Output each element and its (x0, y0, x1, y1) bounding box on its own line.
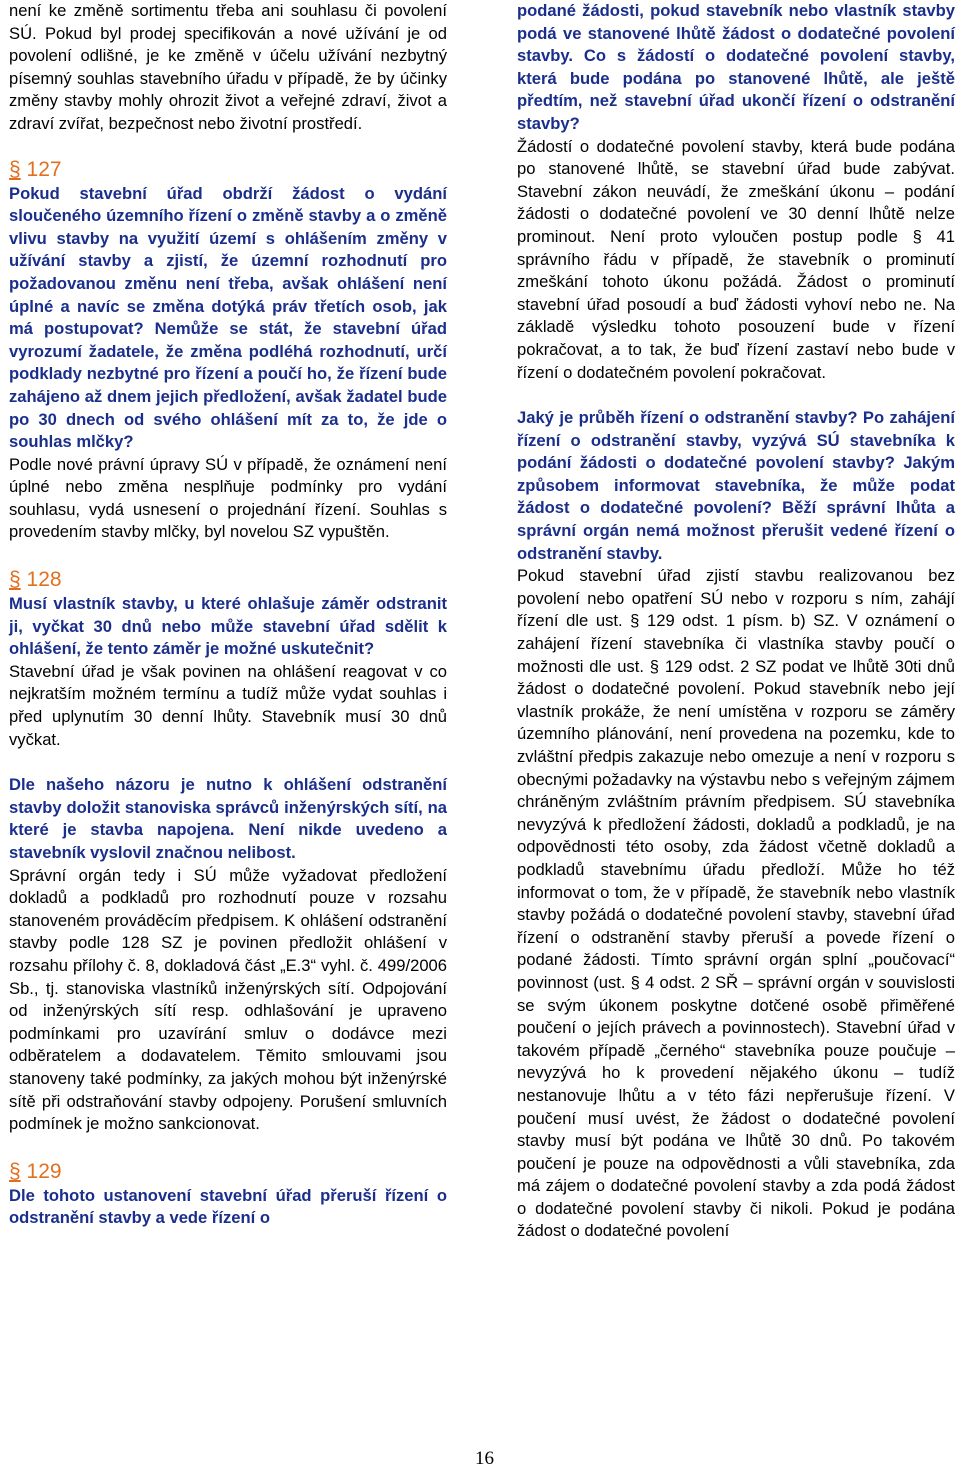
answer-129: Žádostí o dodatečné povolení stavby, která bude podána po stanovené lhůtě, se stavební úřad bude zabývat. Stavební zákon neuvádí, že zmeškání úkonu – podání žádosti o dodatečné povolení ve 30 denní lhůtě nelze prominout. Není proto vyloučen postup podle § 41 správního řádu v případě, že stavebník o prominutí zmeškání tohoto úkonu požádá. Žádost o prominutí stavební úřad posoudí a buď žádosti vyhoví nebo ne. Na základě výsledku tohoto posouzení bude v řízení pokračovat, a to tak, že buď řízení zastaví nebo bude v řízení o dodatečném povolení pokračovat. (517, 136, 955, 382)
question-text: Dle tohoto ustanovení stavební úřad přeruší řízení o odstranění stavby a vede řízení o (9, 1185, 447, 1228)
section-symbol: § (9, 1159, 21, 1183)
page-number: 16 (475, 1448, 494, 1469)
question-text: Musí vlastník stavby, u které ohlašuje záměr odstranit ji, vyčkat 30 dnů nebo může stavební úřad sdělit k ohlášení, že tento záměr je možné uskutečnit? (9, 594, 447, 659)
question-128 (9, 593, 447, 661)
question-text: Jaký je průběh řízení o odstranění stavby? Po zahájení řízení o odstranění stavby, vyzývá SÚ stavebníka k podání žádosti o dodatečné povolení stavby? Jakým způsobem informovat stavebníka, že může podat žádost o dodatečné povolení? Běží správní lhůta a správní orgán nemá možnost přerušit vedené řízení o odstranění stavby. (517, 408, 955, 563)
paragraph: není ke změně sortimentu třeba ani souhlasu či povolení SÚ. Pokud byl prodej specifikován a nové užívání je od povolení odlišné, je ke změně v účelu užívání nezbytný písemný souhlas stavebního úřadu v případě, že by účinky změny stavby mohly ohrozit život a veřejné zdraví, život a zdraví zvířat, bezpečnost nebo životní prostředí. (9, 1, 447, 133)
answer-128: Stavební úřad je však povinen na ohlášení reagovat v co nejkratším možném termínu a tudíž může vydat souhlas i před uplynutím 30 denní lhůty. Stavebník musí 30 dnů vyčkat. (9, 661, 447, 749)
section-number: 127 (26, 157, 62, 181)
section-symbol: § (9, 157, 21, 181)
answer-127: Podle nové právní úpravy SÚ v případě, že oznámení není úplné nebo změna nesplňuje podmínky pro vydání souhlasu, vydá usnesení o projednání řízení. Souhlas s provedením stavby mlčky, byl novelou SZ vypuštěn. (9, 454, 447, 542)
answer-128-2: Správní orgán tedy i SÚ může vyžadovat předložení dokladů a podkladů pro rozhodnutí pouze v rozsahu stanoveném prováděcím předpisem. K ohlášení odstranění stavby podle 128 SZ je povinen předložit ohlášení v rozsahu přílohy č. 8, dokladová část „E.3“ vyhl. č. 499/2006 Sb., tj. stanoviska vlastníků inženýrských sítí. Odpojování od inženýrských sítí resp. odhlašování je upraveno podmínkami pro uzavírání smluv o dodávce mezi odběratelem a dodavatelem. Těmito smlouvami jsou stanoveny také podmínky, za jakých mohou být inženýrské sítě při odstraňování stavby odpojeny. Porušení smluvních podmínek je možno sankcionovat. (9, 865, 447, 1134)
right-column (517, 0, 955, 1243)
left-column (9, 0, 447, 1230)
section-number: 129 (26, 1159, 62, 1183)
question-129-cont (517, 0, 955, 136)
question-text: Dle našeho názoru je nutno k ohlášení odstranění stavby doložit stanoviska správců inženýrských sítí, na které je stavba napojena. Není nikde uvedeno a stavebník vyslovil značnou nelibost. (9, 775, 447, 862)
section-symbol: § (9, 568, 21, 592)
section-129-heading (9, 1159, 447, 1185)
question-129-2 (517, 407, 955, 565)
question-text: Pokud stavební úřad obdrží žádost o vydání sloučeného územního řízení o změně stavby a o změně vlivu stavby na využití území s ohlášením změny v užívání stavby a zjistí, že územní rozhodnutí pro požadovanou změnu není třeba, avšak ohlášení není úplné a navíc se změna dotýká práv třetích osob, jak má postupovat? Nemůže se stát, že stavební úřad vyrozumí žadatele, že změna podléhá rozhodnutí, určí podklady nezbytné pro řízení a poučí ho, že řízení bude zahájeno až dnem jejich předložení, avšak žadatel bude po 30 dnech od svého ohlášení mít za to, že jde o souhlas mlčky? (9, 183, 447, 452)
section-number: 128 (26, 568, 62, 592)
question-text: podané žádosti, pokud stavebník nebo vlastník stavby podá ve stanovené lhůtě žádost o dodatečné povolení stavby. Co s žádostí o dodatečné povolení stavby, která bude podána po stanovené lhůtě, ale ještě předtím, než stavební úřad ukončí řízení o odstranění stavby? (517, 1, 955, 133)
section-128-heading (9, 567, 447, 593)
question-127 (9, 183, 447, 454)
answer-129-2: Pokud stavební úřad zjistí stavbu realizovanou bez povolení nebo opatření SÚ nebo v rozporu s ním, zahájí řízení dle ust. § 129 odst. 1 písm. b) SZ. V oznámení o zahájení řízení stavebníka či vlastníka stavby poučí o možnosti dle ust. § 129 odst. 2 SZ podat ve lhůtě 30ti dnů žádost o dodatečné povolení. Pokud stavebník nebo její vlastník prokáže, že není umístěna v rozporu se záměry územního plánování, není provedena na pozemku, kde to zvláštní předpis zakazuje nebo omezuje a není v rozporu s obecnými požadavky na výstavbu nebo s veřejným zájmem chráněným zvláštním právním předpisem. SÚ stavebníka nevyzývá k předložení žádosti, dokladů a podkladů, je na odpovědnosti této osoby, zda žádost včetně dokladů a podkladů stavebnímu úřadu předloží. Může ho též informovat o tom, že v případě, že stavebník nebo vlastník stavby požádá o dodatečné povolení stavby, stavební úřad řízení o odstranění stavby přeruší a povede řízení o podané žádosti. Tímto správní orgán splní „poučovací“ povinnost (ust. § 4 odst. 2 SŘ – správní orgán v souvislosti se svým úkonem poskytne dotčené osobě přiměřené poučení o jejích právech a povinnostech). Stavební úřad v takovém případě „černého“ stavebníka pouze poučuje – nevyzývá ho k provedení nějakého úkonu – tudíž nestanovuje lhůtu a v této fázi nepřerušuje řízení. V poučení musí uvést, že žádost o dodatečné povolení stavby musí být podána ve lhůtě 30 dnů. Po takovém poučení je pouze na odpovědnosti a vůli stavebníka, zda má zájem o dodatečné povolení stavby a zda podá žádost o dodatečné povolení stavby či nikoli. Pokud je podána žádost o dodatečné povolení (517, 566, 955, 1241)
question-128-2 (9, 774, 447, 864)
question-129 (9, 1185, 447, 1230)
section-127-heading (9, 157, 447, 183)
